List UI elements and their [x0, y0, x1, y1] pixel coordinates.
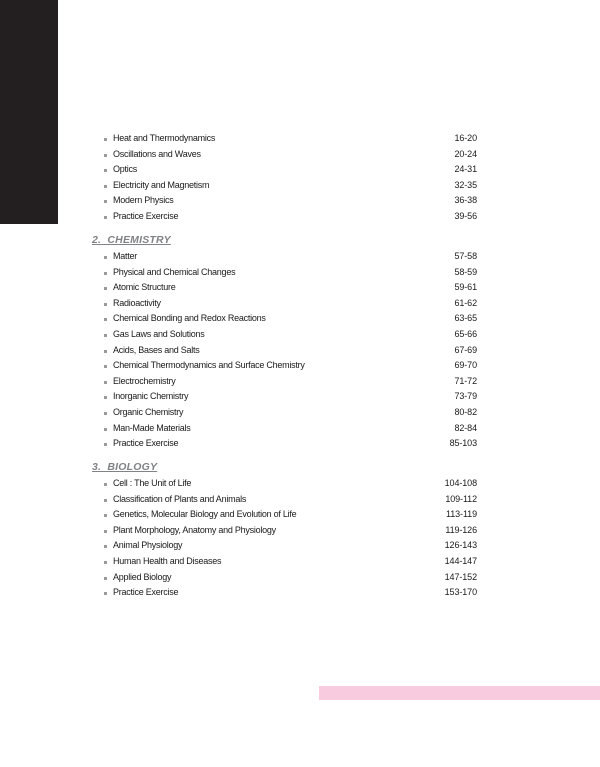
toc-entry-pages: 126-143 — [444, 540, 477, 551]
toc-entry-pages: 71-72 — [454, 375, 477, 386]
toc-entry-title: Man-Made Materials — [113, 422, 191, 433]
toc-entry[interactable] — [0, 509, 600, 525]
toc-entry[interactable] — [0, 556, 600, 572]
toc-entry-pages: 20-24 — [454, 148, 477, 159]
toc-entry-title: Acids, Bases and Salts — [113, 344, 200, 355]
toc-entry[interactable] — [0, 164, 600, 180]
toc-entry[interactable] — [0, 407, 600, 423]
toc-entry-title: Atomic Structure — [113, 282, 176, 293]
toc-entry[interactable] — [0, 195, 600, 211]
toc-entry-title: Gas Laws and Solutions — [113, 329, 205, 339]
bullet-icon — [104, 577, 107, 580]
toc-entry[interactable] — [0, 438, 600, 454]
bullet-icon — [104, 530, 107, 533]
decorative-footer-bar — [319, 686, 600, 700]
toc-entry-title: Applied Biology — [113, 571, 172, 582]
bullet-icon — [104, 443, 107, 446]
toc-entry-pages: 85-103 — [449, 438, 477, 449]
toc-entry-title: Inorganic Chemistry — [113, 391, 189, 402]
toc-entry-pages: 32-35 — [454, 179, 477, 190]
toc-entry[interactable] — [0, 587, 600, 603]
bullet-icon — [104, 350, 107, 353]
toc-entry-title: Matter — [113, 251, 138, 261]
toc-entry[interactable] — [0, 282, 600, 298]
toc-entry-title: Animal Physiology — [113, 540, 183, 551]
toc-entry-title: Chemical Bonding and Redox Reactions — [113, 313, 266, 324]
bullet-icon — [104, 185, 107, 188]
toc-entry-pages: 36-38 — [454, 195, 477, 206]
toc-entry-title: Chemical Thermodynamics and Surface Chemistry — [113, 360, 305, 371]
toc-entry-title: Human Health and Diseases — [113, 556, 222, 566]
toc-entry-pages: 24-31 — [454, 164, 477, 175]
toc-entry[interactable] — [0, 251, 600, 267]
toc-entry-title: Heat and Thermodynamics — [113, 133, 216, 143]
bullet-icon — [104, 381, 107, 384]
toc-entry-pages: 144-147 — [444, 556, 477, 566]
toc-entry[interactable] — [0, 149, 600, 165]
toc-entry-pages: 69-70 — [454, 360, 477, 371]
bullet-icon — [104, 428, 107, 431]
toc-entry[interactable] — [0, 180, 600, 196]
bullet-icon — [104, 138, 107, 141]
toc-entry[interactable] — [0, 494, 600, 510]
toc-entry-title: Genetics, Molecular Biology and Evolution of Life — [113, 509, 297, 520]
toc-entry-title: Organic Chemistry — [113, 407, 184, 417]
toc-entry-pages: 153-170 — [444, 587, 477, 598]
bullet-icon — [104, 483, 107, 486]
toc-entry[interactable] — [0, 211, 600, 227]
bullet-icon — [104, 545, 107, 548]
toc-entry[interactable] — [0, 478, 600, 494]
toc-entry-title: Plant Morphology, Anatomy and Physiology — [113, 524, 276, 535]
toc-entry[interactable] — [0, 572, 600, 588]
bullet-icon — [104, 256, 107, 259]
toc-entry-title: Practice Exercise — [113, 587, 179, 598]
toc-entry-pages: 57-58 — [454, 251, 477, 261]
toc-entry-title: Practice Exercise — [113, 211, 179, 221]
bullet-icon — [104, 365, 107, 368]
bullet-icon — [104, 592, 107, 595]
bullet-icon — [104, 396, 107, 399]
toc-entry-pages: 61-62 — [454, 297, 477, 308]
toc-entry-title: Practice Exercise — [113, 438, 179, 449]
bullet-icon — [104, 216, 107, 219]
toc-entry[interactable] — [0, 391, 600, 407]
section-heading[interactable]: 2. CHEMISTRY — [92, 234, 171, 246]
toc-entry-pages: 119-126 — [445, 524, 477, 535]
toc-entry-pages: 39-56 — [454, 211, 477, 221]
bullet-icon — [104, 303, 107, 306]
toc-entry-title: Optics — [113, 164, 138, 175]
bullet-icon — [104, 287, 107, 290]
bullet-icon — [104, 318, 107, 321]
toc-entry[interactable] — [0, 360, 600, 376]
toc-entry[interactable] — [0, 313, 600, 329]
bullet-icon — [104, 561, 107, 564]
toc-entry-title: Radioactivity — [113, 297, 161, 308]
toc-entry[interactable] — [0, 540, 600, 556]
bullet-icon — [104, 499, 107, 502]
toc-entry[interactable] — [0, 345, 600, 361]
toc-entry-title: Cell : The Unit of Life — [113, 478, 192, 488]
toc-entry-pages: 16-20 — [454, 133, 477, 143]
toc-entry[interactable] — [0, 525, 600, 541]
toc-entry-pages: 67-69 — [454, 344, 477, 355]
section-heading[interactable]: 3. BIOLOGY — [92, 461, 158, 473]
toc-entry-title: Classification of Plants and Animals — [113, 493, 247, 504]
toc-entry-pages: 80-82 — [454, 407, 477, 417]
bullet-icon — [104, 169, 107, 172]
toc-entry-pages: 104-108 — [444, 478, 477, 488]
bullet-icon — [104, 200, 107, 203]
toc-entry-pages: 113-119 — [446, 509, 477, 520]
toc-entry-title: Electricity and Magnetism — [113, 179, 210, 190]
toc-entry[interactable] — [0, 133, 600, 149]
toc-entry-title: Physical and Chemical Changes — [113, 266, 236, 277]
toc-entry-pages: 109-112 — [445, 493, 477, 504]
toc-entry-title: Electrochemistry — [113, 375, 176, 386]
bullet-icon — [104, 272, 107, 275]
bullet-icon — [104, 514, 107, 517]
toc-entry-title: Oscillations and Waves — [113, 148, 201, 159]
toc-entry[interactable] — [0, 298, 600, 314]
toc-entry-pages: 63-65 — [454, 313, 477, 324]
toc-entry-pages: 65-66 — [454, 329, 477, 339]
toc-entry[interactable] — [0, 423, 600, 439]
toc-entry[interactable] — [0, 329, 600, 345]
bullet-icon — [104, 154, 107, 157]
toc-entry-pages: 73-79 — [454, 391, 477, 402]
toc-entry-pages: 82-84 — [454, 422, 477, 433]
toc-entry-pages: 58-59 — [454, 266, 477, 277]
toc-entry-pages: 59-61 — [454, 282, 477, 293]
toc-entry-title: Modern Physics — [113, 195, 174, 206]
toc-entry[interactable] — [0, 376, 600, 392]
toc-entry[interactable] — [0, 267, 600, 283]
bullet-icon — [104, 334, 107, 337]
bullet-icon — [104, 412, 107, 415]
toc-entry-pages: 147-152 — [444, 571, 477, 582]
